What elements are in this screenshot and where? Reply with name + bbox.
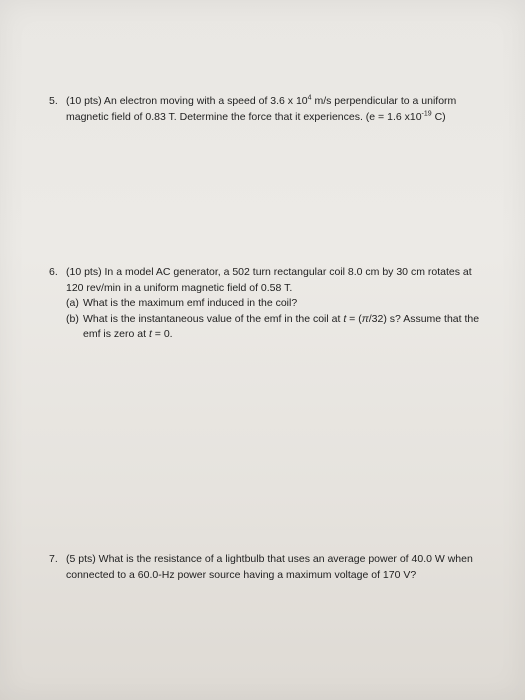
sub-question-text: What is the maximum emf induced in the coil? (83, 297, 298, 309)
question-text-part: (10 pts) An electron moving with a speed of 3.6 x 10 (66, 95, 308, 107)
question-6 (49, 265, 489, 343)
question-7 (49, 552, 489, 583)
question-text (66, 94, 489, 125)
question-5 (49, 94, 489, 125)
text-part: /32) s? Assume that the emf is zero at (83, 312, 480, 340)
exponent: 4 (307, 94, 312, 102)
variable-t: t (343, 312, 347, 325)
sub-question-b (66, 312, 489, 343)
text-part: What is the instantaneous value of the emf in the coil at (83, 312, 344, 325)
exponent: -19 (421, 110, 432, 117)
variable-t: t (148, 328, 152, 340)
question-text: (5 pts) What is the resistance of a lightbulb that uses an average power of 40.0 W when connected to a 60.0-Hz power source having a maximum voltage of 170 V? (66, 553, 473, 581)
question-number: 6. (49, 266, 58, 278)
question-body (66, 265, 489, 343)
sub-question-label: (a) (66, 297, 79, 309)
question-text-part: C) (431, 110, 446, 123)
pi-symbol: π (361, 312, 369, 325)
text-part: = ( (346, 312, 362, 325)
question-number: 7. (49, 553, 58, 565)
sub-question-a (66, 296, 489, 312)
text-part: = 0. (151, 328, 173, 340)
question-text-part: m/s perpendicular to a uniform magnetic field of 0.83 T. Determine the force that it experiences. (e = 1.6 x10 (66, 95, 457, 123)
question-text: (10 pts) In a model AC generator, a 502 turn rectangular coil 8.0 cm by 30 cm rotates at 120 rev/min in a uniform magnetic field of 0.58 T. (66, 266, 472, 294)
sub-question-text (83, 312, 489, 343)
question-number: 5. (49, 95, 58, 107)
sub-question-label: (b) (66, 312, 79, 325)
